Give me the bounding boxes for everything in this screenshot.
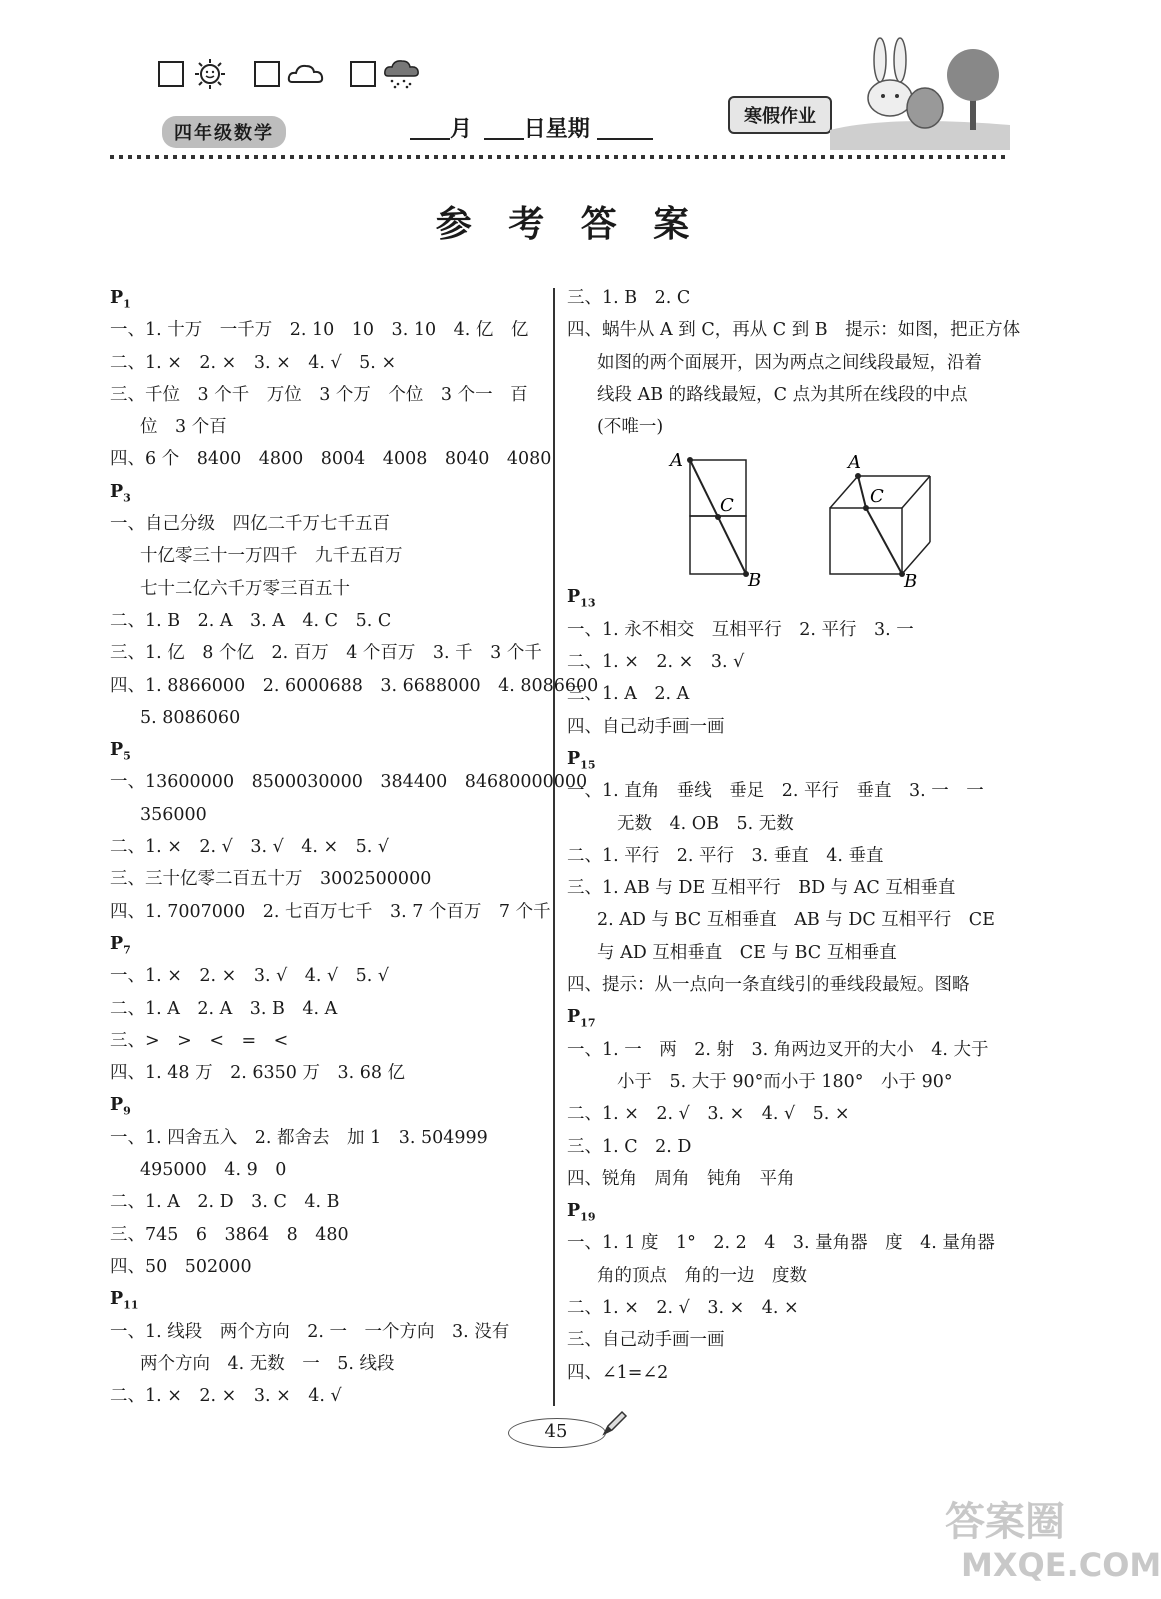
answer-line: 一、1. × 2. × 3. √ 4. √ 5. √ xyxy=(110,966,390,987)
label-a-left: A xyxy=(670,450,683,471)
page-ref-letter: P xyxy=(110,1289,124,1310)
answer-line: 四、6 个 8400 4800 8004 4008 8040 4080 xyxy=(110,449,552,470)
cloud-icon xyxy=(286,58,326,90)
answer-line: 位 3 个百 xyxy=(140,417,227,438)
day-blank[interactable] xyxy=(484,118,524,140)
answer-line: 与 AD 互相垂直 CE 与 BC 互相垂直 xyxy=(597,942,897,963)
site-watermark xyxy=(925,1490,1161,1590)
page-ref-number: 1 xyxy=(123,297,131,311)
answer-line: 四、自己动手画一画 xyxy=(567,716,725,737)
answer-line: 一、1. 线段 两个方向 2. 一 一个方向 3. 没有 xyxy=(110,1321,510,1342)
cube-unfold-figure xyxy=(660,446,960,596)
page-ref-heading xyxy=(567,743,1007,775)
page-ref-number: 13 xyxy=(580,596,596,610)
winter-homework-badge: 寒假作业 xyxy=(728,96,832,134)
watermark-logo: 答案圈 xyxy=(945,1499,1065,1545)
answer-line: 一、1. 一 两 2. 射 3. 角两边叉开的大小 4. 大于 xyxy=(567,1039,989,1060)
answer-line: 四、1. 48 万 2. 6350 万 3. 68 亿 xyxy=(110,1063,406,1084)
point-a-cube xyxy=(855,473,861,479)
dotted-divider xyxy=(110,152,1005,162)
answer-line: 一、1. 永不相交 互相平行 2. 平行 3. 一 xyxy=(567,619,914,640)
page-ref-letter: P xyxy=(567,1007,581,1028)
weekday-blank[interactable] xyxy=(597,118,653,140)
answer-line: 小于 5. 大于 90°而小于 180° 小于 90° xyxy=(617,1071,953,1092)
answer-line: 二、1. × 2. √ 3. √ 4. × 5. √ xyxy=(110,837,390,858)
page-number-text: 45 xyxy=(544,1421,568,1442)
page-ref-heading xyxy=(110,1089,548,1121)
answer-line: 四、蜗牛从 A 到 C，再从 C 到 B 提示：如图，把正方体 xyxy=(567,320,1021,341)
answer-line: 七十二亿六千万零三百五十 xyxy=(140,578,350,599)
answer-line: 356000 xyxy=(140,804,207,825)
answer-block-top xyxy=(567,282,1021,443)
answer-line: 2. AD 与 BC 互相垂直 AB 与 DC 互相平行 CE xyxy=(597,910,995,931)
page-number xyxy=(508,1418,604,1448)
page-ref-letter: P xyxy=(110,288,124,308)
point-c-cube xyxy=(863,505,869,511)
answer-line: 三、745 6 3864 8 480 xyxy=(110,1224,349,1245)
answer-line: 一、1. 四舍五入 2. 都舍去 加 1 3. 504999 xyxy=(110,1127,488,1148)
label-b-left: B xyxy=(748,570,762,591)
weather-selector xyxy=(158,58,446,90)
answer-line: 三、1. B 2. C xyxy=(567,288,691,308)
watermark-url: MXQE.COM xyxy=(961,1546,1161,1584)
answer-line: 二、1. × 2. × 3. × 4. √ 5. × xyxy=(110,352,397,373)
label-b-cube: B xyxy=(904,571,918,592)
answer-line: 二、1. × 2. × 3. × 4. √ xyxy=(110,1386,342,1407)
page-ref-number: 17 xyxy=(580,1016,596,1030)
grade-subject-badge: 四年级数学 xyxy=(162,116,286,148)
weather-checkbox-cloudy[interactable] xyxy=(254,61,280,87)
rain-cloud-icon xyxy=(382,58,422,90)
answer-line: 如图的两个面展开，因为两点之间线段最短，沿着 xyxy=(597,352,982,373)
answer-line: 一、自己分级 四亿二千万七千五百 xyxy=(110,514,390,535)
pencil-icon xyxy=(600,1408,630,1438)
page-ref-number: 7 xyxy=(123,943,131,957)
answer-line: 三、1. 亿 8 个亿 2. 百万 4 个百万 3. 千 3 个千 xyxy=(110,643,542,664)
page-ref-letter: P xyxy=(567,748,581,769)
answer-line: 二、1. × 2. √ 3. × 4. × xyxy=(567,1298,799,1319)
page-ref-letter: P xyxy=(110,1095,124,1116)
rabbit-tree-illustration xyxy=(830,20,1010,150)
date-line xyxy=(410,112,653,143)
answer-line: 四、提示：从一点向一条直线引的垂线段最短。图略 xyxy=(567,975,970,996)
answer-line: 一、1. 十万 一千万 2. 10 10 3. 10 4. 亿 亿 xyxy=(110,320,529,341)
point-a-left xyxy=(687,457,693,463)
answer-line: 线段 AB 的路线最短，C 点为其所在线段的中点 xyxy=(597,384,968,405)
answer-line: 十亿零三十一万四千 九千五百万 xyxy=(140,546,403,567)
page-ref-number: 9 xyxy=(123,1104,131,1118)
page-header xyxy=(0,0,1137,180)
answer-line: 二、1. A 2. D 3. C 4. B xyxy=(110,1192,340,1213)
day-weekday-label: 日星期 xyxy=(523,117,590,142)
answer-line: 5. 8086060 xyxy=(140,707,241,728)
page-ref-letter: P xyxy=(567,587,581,608)
answer-line: 四、∠1=∠2 xyxy=(567,1362,669,1383)
page-ref-number: 5 xyxy=(123,749,131,763)
answer-line: 三、1. C 2. D xyxy=(567,1136,692,1157)
page-ref-heading xyxy=(110,1283,548,1315)
answer-line: 二、1. A 2. A 3. B 4. A xyxy=(110,998,338,1019)
answer-line: 四、1. 7007000 2. 七百万七千 3. 7 个百万 7 个千 xyxy=(110,901,551,922)
page-ref-heading xyxy=(110,476,548,508)
page-ref-letter: P xyxy=(110,933,124,954)
page-ref-number: 19 xyxy=(580,1210,596,1224)
page-ref-letter: P xyxy=(110,481,124,502)
page-ref-number: 3 xyxy=(123,491,131,505)
answer-line: 三、自己动手画一画 xyxy=(567,1330,725,1351)
sun-icon xyxy=(190,58,230,90)
answer-line: 三、> > < = < xyxy=(110,1030,289,1051)
answer-line: 三、1. AB 与 DE 互相平行 BD 与 AC 互相垂直 xyxy=(567,878,956,899)
page-ref-letter: P xyxy=(110,740,124,761)
answer-line: 一、1. 1 度 1° 2. 2 4 3. 量角器 度 4. 量角器 xyxy=(567,1233,995,1254)
label-a-cube: A xyxy=(848,452,861,473)
answer-line: 三、1. A 2. A xyxy=(567,684,690,705)
page-ref-heading xyxy=(110,282,548,314)
answer-line: 一、13600000 8500030000 384400 84680000000 xyxy=(110,772,588,793)
answer-line: 四、50 502000 xyxy=(110,1256,252,1277)
answer-line: 495000 4. 9 0 xyxy=(140,1160,287,1181)
page-ref-heading xyxy=(110,928,548,960)
label-c-cube: C xyxy=(870,486,884,507)
page-ref-heading xyxy=(567,1001,1007,1033)
answer-line: 四、锐角 周角 钝角 平角 xyxy=(567,1168,795,1189)
page-ref-number: 11 xyxy=(123,1298,139,1312)
answer-line: 无数 4. OB 5. 无数 xyxy=(617,813,794,834)
answer-block-bottom xyxy=(567,581,1007,1388)
answer-line: 一、1. 直角 垂线 垂足 2. 平行 垂直 3. 一 一 xyxy=(567,781,984,802)
answer-line: 四、1. 8866000 2. 6000688 3. 6688000 4. 8086600 xyxy=(110,675,599,696)
month-blank[interactable] xyxy=(410,118,450,140)
answer-line: (不唯一) xyxy=(597,417,664,438)
answer-line: 角的顶点 角的一边 度数 xyxy=(597,1265,807,1286)
page-title: 参 考 答 案 xyxy=(435,203,702,245)
label-c-left: C xyxy=(720,495,734,516)
answer-line: 二、1. 平行 2. 平行 3. 垂直 4. 垂直 xyxy=(567,845,884,866)
page-ref-heading xyxy=(567,1195,1007,1227)
weather-checkbox-rainy[interactable] xyxy=(350,61,376,87)
month-label: 月 xyxy=(450,117,473,142)
answer-line: 三、千位 3 个千 万位 3 个万 个位 3 个一 百 xyxy=(110,384,528,405)
answer-line: 两个方向 4. 无数 一 5. 线段 xyxy=(140,1353,395,1374)
column-divider xyxy=(553,288,555,1406)
answer-line: 二、1. B 2. A 3. A 4. C 5. C xyxy=(110,610,392,631)
weather-checkbox-sunny[interactable] xyxy=(158,61,184,87)
page-ref-letter: P xyxy=(567,1201,581,1222)
answer-line: 二、1. × 2. √ 3. × 4. √ 5. × xyxy=(567,1104,850,1125)
answer-line: 三、三十亿零二百五十万 3002500000 xyxy=(110,869,432,890)
answer-line: 二、1. × 2. × 3. √ xyxy=(567,652,745,673)
page-ref-heading xyxy=(110,734,548,766)
page-ref-number: 15 xyxy=(580,758,596,772)
